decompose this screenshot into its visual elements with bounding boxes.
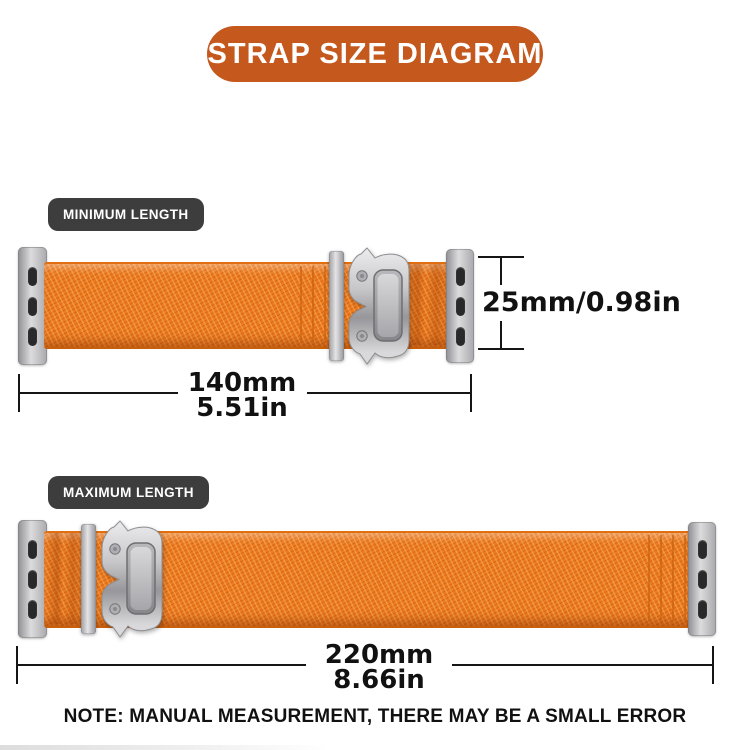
max-length-line-right	[452, 664, 714, 666]
watch-lug-adapter-right-min	[446, 249, 474, 363]
min-length-measurement	[177, 368, 307, 423]
adapter-slot	[456, 327, 465, 346]
adapter-slot	[28, 570, 37, 589]
watch-lug-adapter-left-min	[18, 247, 47, 365]
strap-fold-shading	[47, 533, 83, 624]
max-length-measurement	[314, 640, 444, 695]
adapter-slot	[456, 267, 465, 286]
adapter-slot	[698, 570, 707, 589]
maximum-length-badge	[48, 476, 209, 509]
width-bracket-top-stub	[500, 256, 502, 285]
watch-lug-adapter-left-max	[18, 520, 47, 638]
adapter-slot	[28, 327, 37, 346]
min-length-line-right	[307, 392, 472, 394]
title-banner	[207, 26, 543, 82]
adapter-slot	[28, 267, 37, 286]
max-length-tick-right	[712, 646, 714, 684]
min-length-in: 5.51in	[196, 393, 288, 423]
minimum-length-label: MINIMUM LENGTH	[63, 207, 189, 222]
max-length-mm: 220mm	[324, 640, 434, 670]
quick-release-buckle-icon-min	[342, 245, 412, 367]
width-bracket-bottom-stub	[500, 321, 502, 349]
buckle-keeper-bar-max	[81, 524, 96, 634]
width-bracket-bottom-line	[478, 348, 524, 350]
strap-stitch-lines	[300, 266, 326, 343]
minimum-length-badge	[48, 198, 204, 231]
strap-fold-shading	[406, 264, 448, 345]
adapter-slot	[698, 540, 707, 559]
adapter-slot	[456, 297, 465, 316]
page-title: STRAP SIZE DIAGRAM	[207, 37, 543, 70]
adapter-slot	[698, 600, 707, 619]
adapter-slot	[28, 600, 37, 619]
bottom-crop-strip	[0, 745, 330, 750]
max-length-line-left	[16, 664, 306, 666]
adapter-slot	[28, 297, 37, 316]
maximum-length-label: MAXIMUM LENGTH	[63, 485, 194, 500]
measurement-note: NOTE: MANUAL MEASUREMENT, THERE MAY BE A SMALL ERROR	[63, 706, 687, 727]
max-length-in: 8.66in	[333, 665, 425, 695]
min-length-line-left	[18, 392, 178, 394]
min-length-tick-right	[470, 374, 472, 412]
watch-lug-adapter-right-max	[688, 522, 716, 636]
strap-stitch-lines	[648, 535, 688, 622]
strap-width-measurement: 25mm/0.98in	[482, 287, 681, 318]
quick-release-buckle-icon-max	[95, 518, 165, 640]
adapter-slot	[28, 540, 37, 559]
min-length-mm: 140mm	[187, 368, 297, 398]
